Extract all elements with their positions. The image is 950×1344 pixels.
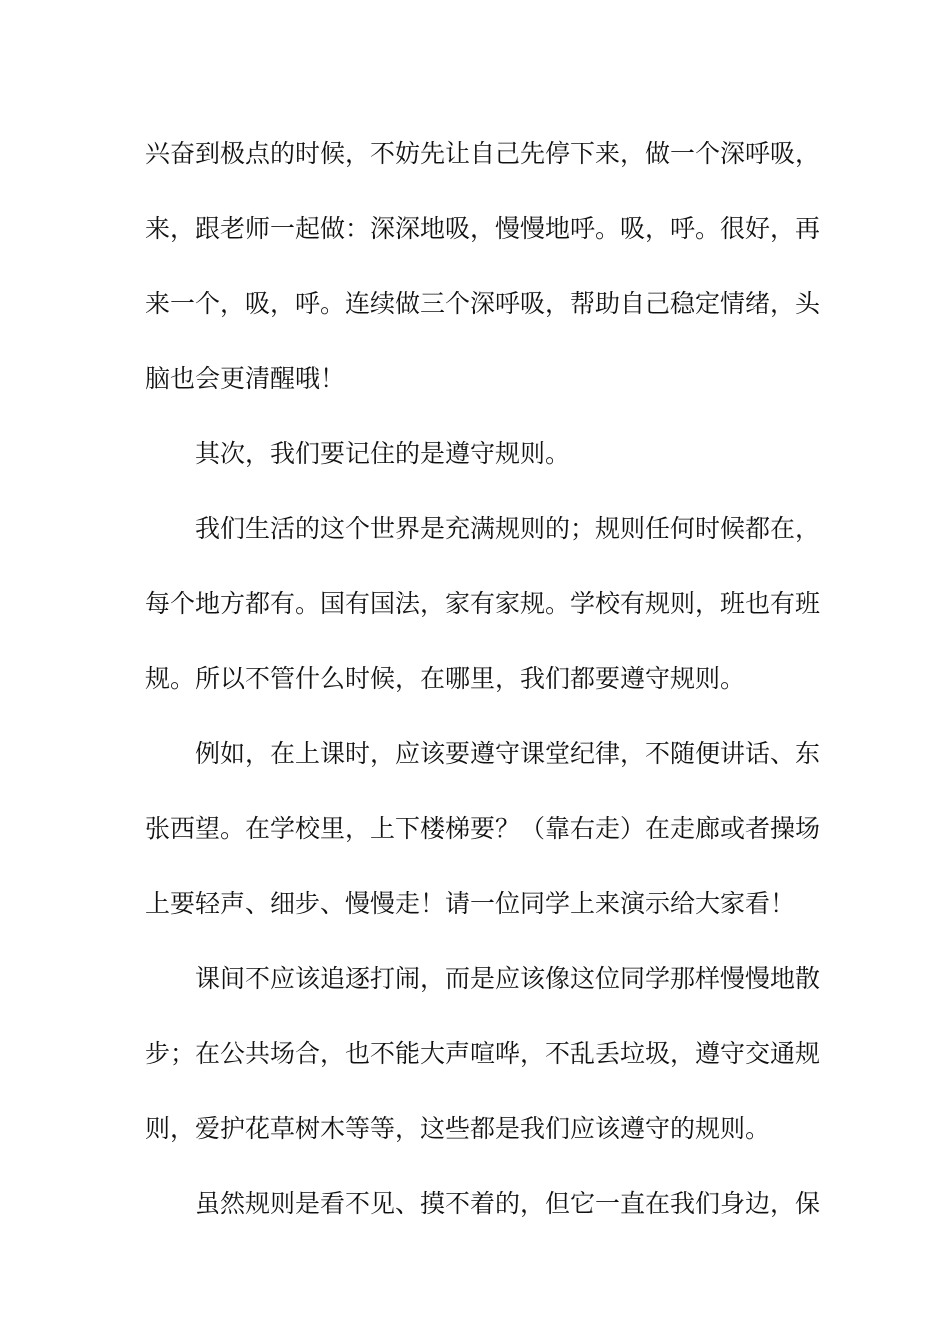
text-line: 来一个，吸，呼。连续做三个深呼吸，帮助自己稳定情绪，头 — [145, 289, 821, 318]
text-line: 步；在公共场合，也不能大声喧哗，不乱丢垃圾，遵守交通规 — [145, 1039, 821, 1068]
text-line: 张西望。在学校里，上下楼梯要？（靠右走）在走廊或者操场 — [145, 814, 821, 843]
text-line: 兴奋到极点的时候，不妨先让自己先停下来，做一个深呼吸， — [145, 139, 821, 168]
text-line: 我们生活的这个世界是充满规则的；规则任何时候都在， — [195, 514, 821, 543]
text-line: 来，跟老师一起做：深深地吸，慢慢地呼。吸，呼。很好，再 — [145, 214, 821, 243]
text-line: 脑也会更清醒哦！ — [145, 364, 346, 393]
text-line: 例如，在上课时，应该要遵守课堂纪律，不随便讲话、东 — [195, 739, 821, 768]
text-line: 每个地方都有。国有国法，家有家规。学校有规则，班也有班 — [145, 589, 821, 618]
text-line: 虽然规则是看不见、摸不着的，但它一直在我们身边，保 — [195, 1189, 821, 1218]
paragraph-heading-line: 其次，我们要记住的是遵守规则。 — [195, 439, 571, 468]
text-line: 规。所以不管什么时候，在哪里，我们都要遵守规则。 — [145, 664, 746, 693]
text-line: 课间不应该追逐打闹，而是应该像这位同学那样慢慢地散 — [195, 964, 821, 993]
text-line: 上要轻声、细步、慢慢走！请一位同学上来演示给大家看！ — [145, 889, 796, 918]
text-line: 则，爱护花草树木等等，这些都是我们应该遵守的规则。 — [145, 1114, 771, 1143]
